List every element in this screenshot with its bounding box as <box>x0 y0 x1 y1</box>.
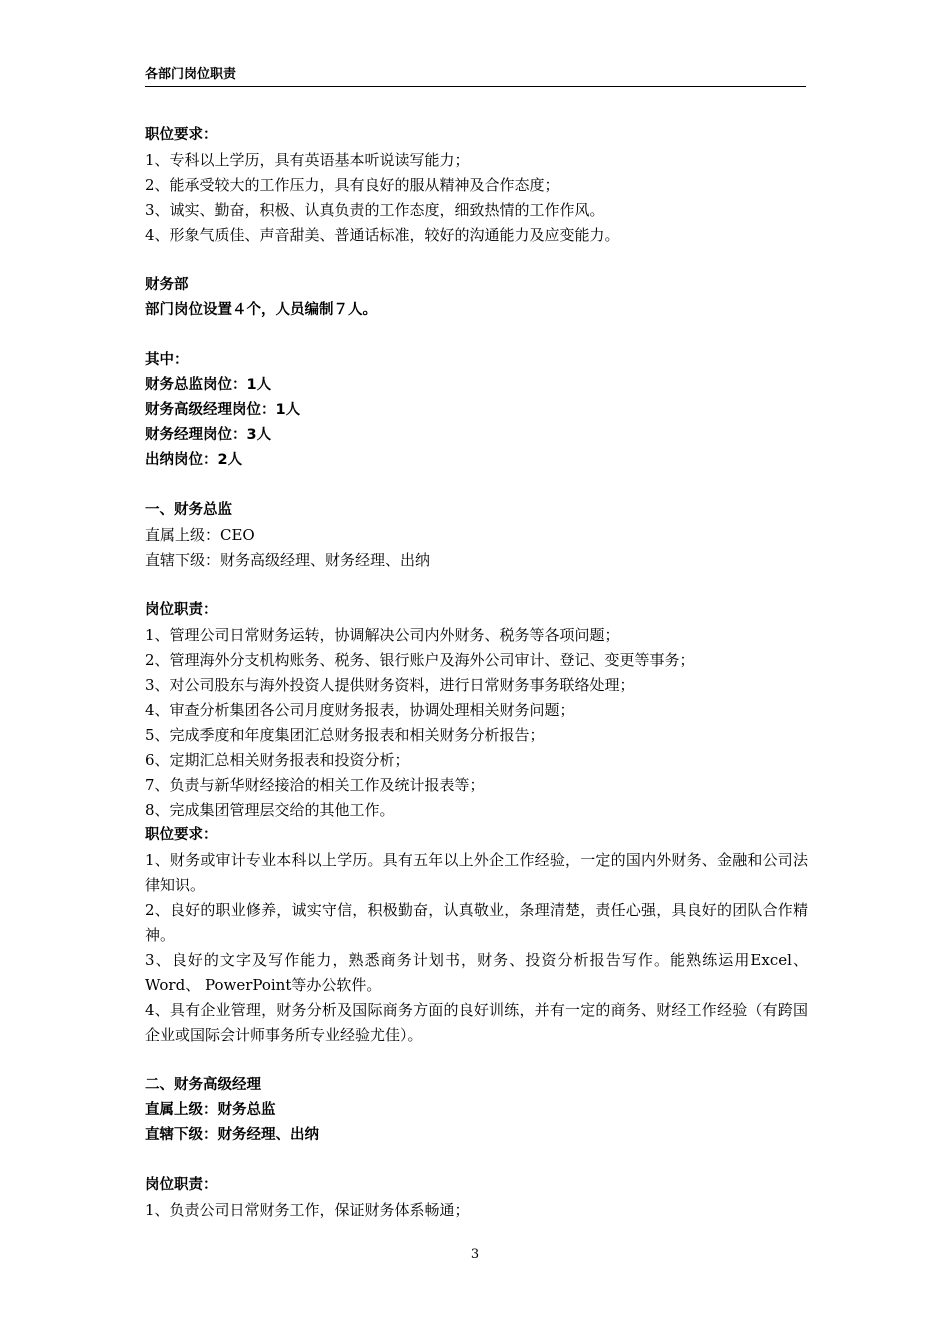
list-item: 1、财务或审计专业本科以上学历。具有五年以上外企工作经验，一定的国内外财务、金融和公司法律知识。 <box>145 851 808 894</box>
spacer <box>145 248 808 273</box>
position-title: 二、财务高级经理 <box>145 1077 261 1093</box>
department-summary: 部门岗位设置４个，人员编制７人。 <box>145 302 377 318</box>
list-item: 1、负责公司日常财务工作，保证财务体系畅通； <box>145 1201 470 1219</box>
list-item: 1、管理公司日常财务运转，协调解决公司内外财务、税务等各项问题； <box>145 626 620 644</box>
list-item: 3、对公司股东与海外投资人提供财务资料，进行日常财务事务联络处理； <box>145 676 635 694</box>
list-item: 8、完成集团管理层交给的其他工作。 <box>145 801 395 819</box>
spacer <box>145 473 808 498</box>
spacer <box>145 1148 808 1173</box>
subordinates-line: 直辖下级：财务经理、出纳 <box>145 1127 319 1143</box>
list-item: 5、完成季度和年度集团汇总财务报表和相关财务分析报告； <box>145 726 545 744</box>
subordinates-line: 直辖下级：财务高级经理、财务经理、出纳 <box>145 551 431 569</box>
position-title: 一、财务总监 <box>145 502 232 518</box>
list-item: 4、形象气质佳、声音甜美、普通话标准，较好的沟通能力及应变能力。 <box>145 226 620 244</box>
list-item: 7、负责与新华财经接洽的相关工作及统计报表等； <box>145 776 485 794</box>
section-heading: 职位要求： <box>145 827 218 843</box>
superior-line: 直属上级：CEO <box>145 526 255 544</box>
department-title: 财务部 <box>145 277 189 293</box>
breakdown-item: 财务经理岗位：3人 <box>145 427 272 443</box>
list-item: 2、良好的职业修养，诚实守信，积极勤奋，认真敬业，条理清楚，责任心强，具良好的团队合作精神。 <box>145 901 808 944</box>
list-item: 1、专科以上学历，具有英语基本听说读写能力； <box>145 151 470 169</box>
list-item: 6、定期汇总相关财务报表和投资分析； <box>145 751 410 769</box>
section-heading: 岗位职责： <box>145 602 218 618</box>
superior-line: 直属上级：财务总监 <box>145 1102 276 1118</box>
section-heading: 岗位职责： <box>145 1177 218 1193</box>
spacer <box>145 323 808 348</box>
spacer <box>145 573 808 598</box>
spacer <box>145 1048 808 1073</box>
page-number: 3 <box>470 1247 480 1262</box>
list-item: 2、管理海外分支机构账务、税务、银行账户及海外公司审计、登记、变更等事务； <box>145 651 695 669</box>
section-heading: 职位要求： <box>145 127 218 143</box>
list-item: 3、诚实、勤奋，积极、认真负责的工作态度，细致热情的工作作风。 <box>145 201 605 219</box>
list-item: 3、良好的文字及写作能力，熟悉商务计划书，财务、投资分析报告写作。能熟练运用Excel、Word、 PowerPoint等办公软件。 <box>145 951 808 994</box>
breakdown-item: 财务高级经理岗位：1人 <box>145 402 301 418</box>
breakdown-item: 出纳岗位：2人 <box>145 452 243 468</box>
breakdown-item: 财务总监岗位：1人 <box>145 377 272 393</box>
list-item: 4、审查分析集团各公司月度财务报表，协调处理相关财务问题； <box>145 701 575 719</box>
page-body <box>145 123 808 1223</box>
list-item: 4、具有企业管理，财务分析及国际商务方面的良好训练，并有一定的商务、财经工作经验（有跨国企业或国际会计师事务所专业经验尤佳）。 <box>145 1001 808 1044</box>
page-header: 各部门岗位职责 <box>145 66 806 87</box>
list-item: 2、能承受较大的工作压力，具有良好的服从精神及合作态度； <box>145 176 560 194</box>
breakdown-heading: 其中： <box>145 352 189 368</box>
